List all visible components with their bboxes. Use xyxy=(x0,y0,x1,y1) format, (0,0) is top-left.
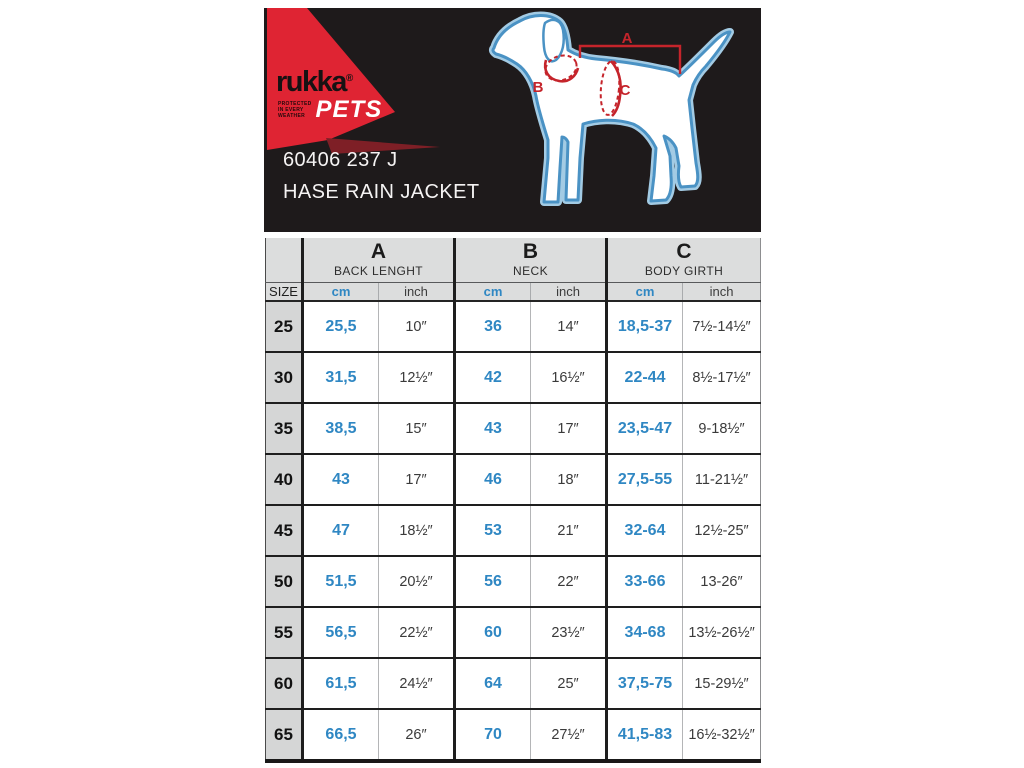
neck-cm: 36 xyxy=(455,301,531,352)
body-girth-cm: 23,5-47 xyxy=(607,403,683,454)
neck-cm: 70 xyxy=(455,709,531,761)
rukka-pets-logo xyxy=(276,68,382,122)
table-row xyxy=(266,607,761,658)
back-length-inch: 26″ xyxy=(379,709,455,761)
neck-inch: 23½″ xyxy=(531,607,607,658)
unit-cm-header: cm xyxy=(455,283,531,302)
tagline-line: PROTECTED xyxy=(278,100,312,107)
body-girth-inch: 7½-14½″ xyxy=(683,301,761,352)
size-value: 65 xyxy=(266,709,303,761)
neck-cm: 60 xyxy=(455,607,531,658)
diagram-label-a: A xyxy=(621,30,633,47)
back-length-cm: 51,5 xyxy=(303,556,379,607)
neck-cm: 46 xyxy=(455,454,531,505)
size-value: 40 xyxy=(266,454,303,505)
back-length-cm: 38,5 xyxy=(303,403,379,454)
section-letter: A xyxy=(370,240,387,263)
body-girth-cm: 41,5-83 xyxy=(607,709,683,761)
table-row xyxy=(266,556,761,607)
neck-cm: 53 xyxy=(455,505,531,556)
table-row xyxy=(266,301,761,352)
table-row xyxy=(266,403,761,454)
table-row xyxy=(266,709,761,761)
brand-tagline xyxy=(278,101,312,120)
table-row xyxy=(266,352,761,403)
body-girth-cm: 37,5-75 xyxy=(607,658,683,709)
neck-inch: 21″ xyxy=(531,505,607,556)
body-girth-inch: 9-18½″ xyxy=(683,403,761,454)
size-value: 25 xyxy=(266,301,303,352)
body-girth-cm: 32-64 xyxy=(607,505,683,556)
neck-inch: 25″ xyxy=(531,658,607,709)
body-girth-cm: 27,5-55 xyxy=(607,454,683,505)
table-row xyxy=(266,454,761,505)
unit-cm-header: cm xyxy=(303,283,379,302)
section-header-a xyxy=(303,238,455,283)
neck-inch: 17″ xyxy=(531,403,607,454)
back-length-cm: 43 xyxy=(303,454,379,505)
body-girth-inch: 8½-17½″ xyxy=(683,352,761,403)
back-length-cm: 47 xyxy=(303,505,379,556)
body-girth-inch: 11-21½″ xyxy=(683,454,761,505)
back-length-inch: 10″ xyxy=(379,301,455,352)
neck-inch: 18″ xyxy=(531,454,607,505)
tagline-line: WEATHER xyxy=(278,113,306,120)
back-length-cm: 56,5 xyxy=(303,607,379,658)
neck-inch: 16½″ xyxy=(531,352,607,403)
section-name: NECK xyxy=(513,264,548,279)
section-header-c xyxy=(607,238,761,283)
section-name: BACK LENGHT xyxy=(333,264,424,279)
table-row xyxy=(266,505,761,556)
sub-brand-wordmark: PETS xyxy=(315,96,383,123)
diagram-label-c: C xyxy=(619,82,631,99)
back-length-inch: 24½″ xyxy=(379,658,455,709)
dog-silhouette xyxy=(493,16,730,203)
unit-cm-header: cm xyxy=(607,283,683,302)
neck-cm: 56 xyxy=(455,556,531,607)
registered-mark: ® xyxy=(345,73,354,84)
body-girth-inch: 13-26″ xyxy=(683,556,761,607)
body-girth-cm: 34-68 xyxy=(607,607,683,658)
tagline-line: IN EVERY xyxy=(278,106,304,113)
body-girth-inch: 12½-25″ xyxy=(683,505,761,556)
size-value: 30 xyxy=(266,352,303,403)
dog-measurement-diagram xyxy=(470,8,761,232)
brand-wordmark: rukka xyxy=(276,66,346,98)
body-girth-cm: 33-66 xyxy=(607,556,683,607)
back-length-cm: 25,5 xyxy=(303,301,379,352)
product-name: HASE RAIN JACKET xyxy=(283,181,480,203)
section-name: BODY GIRTH xyxy=(644,264,724,279)
section-letter: B xyxy=(522,240,539,263)
back-length-inch: 17″ xyxy=(379,454,455,505)
neck-inch: 14″ xyxy=(531,301,607,352)
body-girth-inch: 13½-26½″ xyxy=(683,607,761,658)
diagram-label-b: B xyxy=(532,79,544,96)
neck-cm: 42 xyxy=(455,352,531,403)
neck-cm: 64 xyxy=(455,658,531,709)
header-card xyxy=(264,8,761,232)
neck-inch: 22″ xyxy=(531,556,607,607)
section-header-b xyxy=(455,238,607,283)
back-length-inch: 15″ xyxy=(379,403,455,454)
dog-ear xyxy=(543,20,563,61)
back-length-inch: 22½″ xyxy=(379,607,455,658)
unit-header-row xyxy=(266,283,761,302)
size-column-label: SIZE xyxy=(266,283,303,302)
back-length-inch: 12½″ xyxy=(379,352,455,403)
body-girth-inch: 15-29½″ xyxy=(683,658,761,709)
size-value: 35 xyxy=(266,403,303,454)
back-length-inch: 20½″ xyxy=(379,556,455,607)
back-length-cm: 31,5 xyxy=(303,352,379,403)
section-letter: C xyxy=(676,240,692,263)
section-header-row xyxy=(266,238,761,283)
back-length-inch: 18½″ xyxy=(379,505,455,556)
size-header-spacer xyxy=(266,238,303,283)
product-code: 60406 237 J xyxy=(283,149,398,171)
unit-inch-header: inch xyxy=(683,283,761,302)
body-girth-cm: 18,5-37 xyxy=(607,301,683,352)
size-chart-sheet xyxy=(264,8,761,763)
size-table xyxy=(265,238,761,763)
size-value: 55 xyxy=(266,607,303,658)
body-girth-cm: 22-44 xyxy=(607,352,683,403)
product-info xyxy=(283,149,479,204)
neck-cm: 43 xyxy=(455,403,531,454)
size-value: 50 xyxy=(266,556,303,607)
unit-inch-header: inch xyxy=(531,283,607,302)
neck-inch: 27½″ xyxy=(531,709,607,761)
size-value: 45 xyxy=(266,505,303,556)
back-length-cm: 61,5 xyxy=(303,658,379,709)
body-girth-inch: 16½-32½″ xyxy=(683,709,761,761)
back-length-cm: 66,5 xyxy=(303,709,379,761)
table-row xyxy=(266,658,761,709)
unit-inch-header: inch xyxy=(379,283,455,302)
size-value: 60 xyxy=(266,658,303,709)
